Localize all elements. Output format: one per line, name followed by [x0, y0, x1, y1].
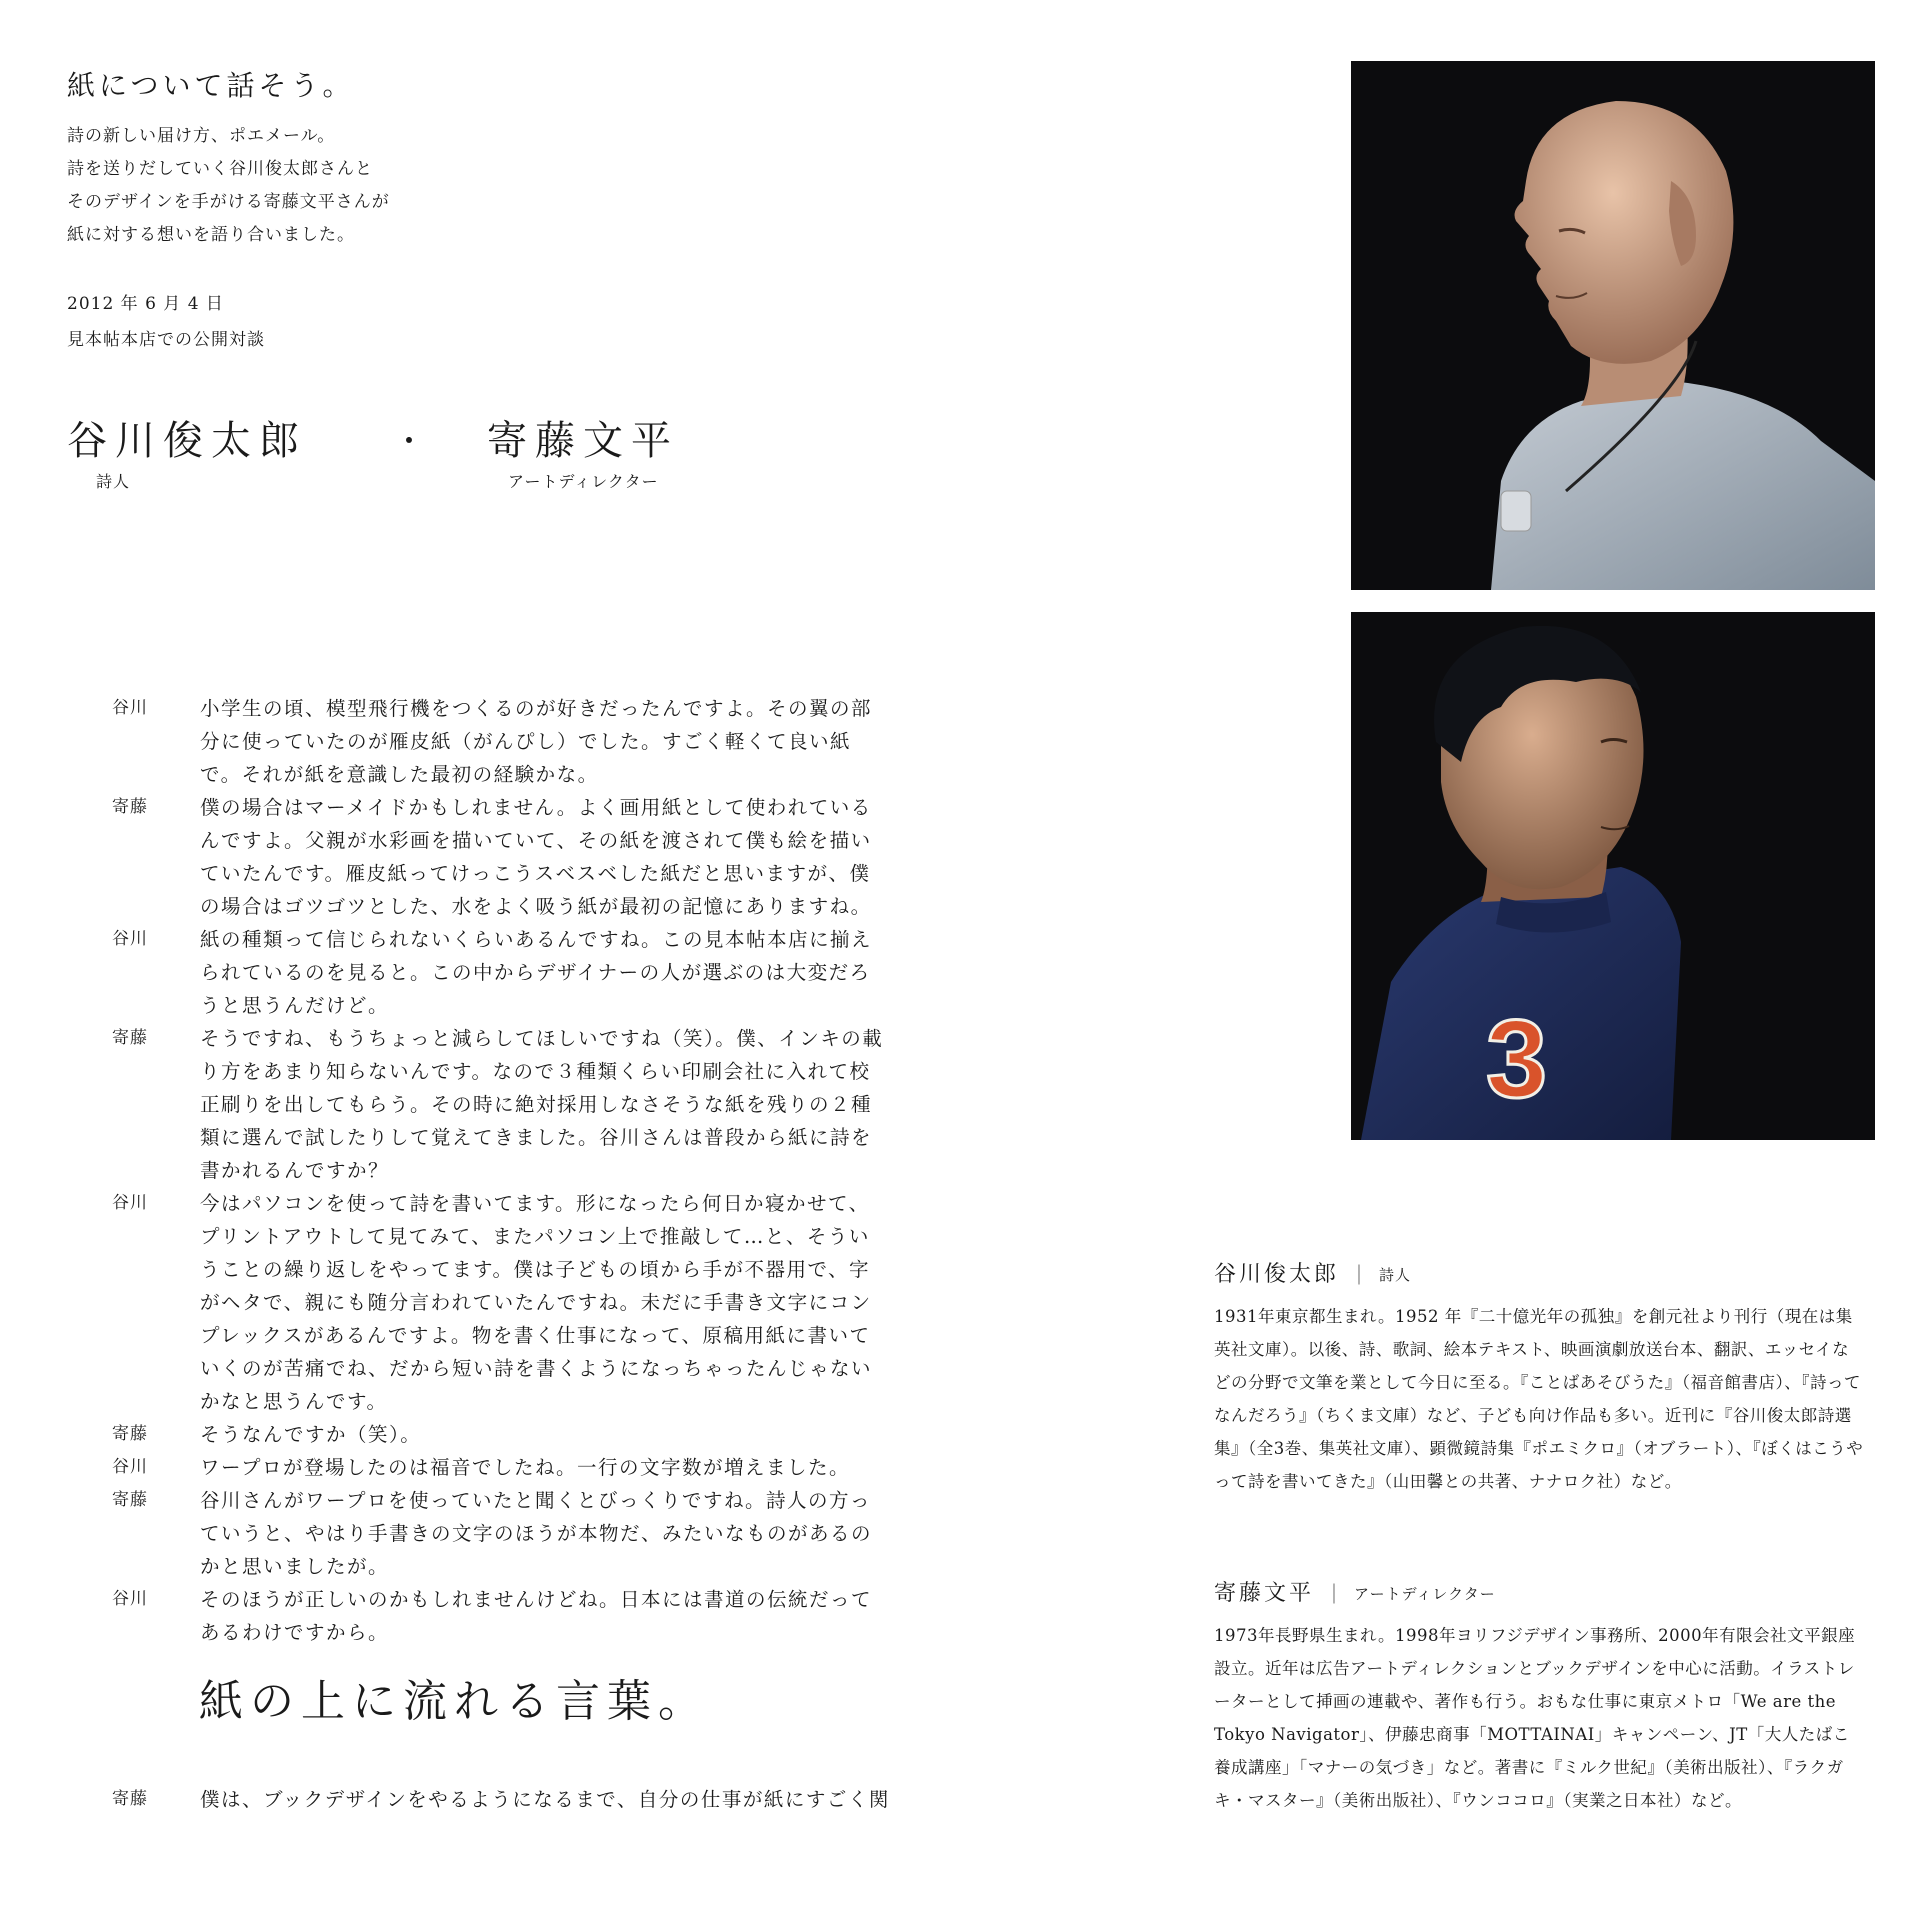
dialogue-line [112, 1418, 892, 1451]
dialogue-line [112, 692, 892, 791]
speaker-role-yorifuji: アートディレクター [508, 472, 659, 491]
dialogue-text: そのほうが正しいのかもしれませんけどね。日本には書道の伝統だってあるわけですから。 [200, 1588, 873, 1644]
dialogue-continued [112, 1783, 892, 1816]
dialogue-line [112, 1583, 892, 1649]
shirt-number: 3 [1486, 998, 1548, 1121]
speaker-name-tanikawa: 谷川俊太郎 [67, 418, 307, 464]
bio-name: 谷川俊太郎 [1214, 1262, 1340, 1287]
dialogue-speaker: 谷川 [112, 1589, 148, 1609]
bio-header [1214, 1260, 1864, 1290]
dialogue-line [112, 1783, 892, 1816]
dialogue-speaker: 寄藤 [112, 1028, 148, 1048]
intro-line: 詩を送りだしていく谷川俊太郎さんと [67, 159, 373, 179]
dialogue-text: 小学生の頃、模型飛行機をつくるのが好きだったんですよ。その翼の部分に使っていたのが雁皮紙（がんぴし）でした。すごく軽くて良い紙で。それが紙を意識した最初の経験かな。 [200, 697, 873, 786]
intro-text [67, 120, 587, 252]
intro-line: 紙に対する想いを語り合いました。 [67, 225, 355, 245]
yorifuji-portrait-photo [1351, 612, 1875, 1140]
speaker-role-tanikawa: 詩人 [96, 472, 131, 491]
speaker-name-yorifuji: 寄藤文平 [487, 418, 679, 464]
portrait-illustration [1351, 61, 1875, 590]
event-date: 2012 年 6 月 4 日 [67, 294, 224, 314]
bio-text: 1931年東京都生まれ。1952 年『二十億光年の孤独』を創元社より刊行（現在は集英社文庫）。以後、詩、歌詞、絵本テキスト、映画演劇放送台本、翻訳、エッセイなどの分野で文筆を業として今日に至る。『ことばあそびうた』（福音館書店）、『詩ってなんだろう』（ちくま文庫）など、子ども向け作品も多い。近刊に『谷川俊太郎詩選集』（全3巻、集英社文庫）、顕微鏡詩集『ポエミクロ』（オブラート）、『ぼくはこうやって詩を書いてきた』（山田馨との共著、ナナロク社）など。 [1214, 1307, 1864, 1491]
dialogue-line [112, 1451, 892, 1484]
dialogue-speaker: 谷川 [112, 1457, 148, 1477]
dialogue-line [112, 923, 892, 1022]
dialogue-text: 今はパソコンを使って詩を書いてます。形になったら何日か寝かせて、プリントアウトして見てみて、またパソコン上で推敲して…と、そういうことの繰り返しをやってます。僕は子どもの頃から手が不器用で、字がヘタで、親にも随分言われていたんですね。未だに手書き文字にコンプレックスがあるんですよ。物を書く仕事になって、原稿用紙に書いていくのが苦痛でね、だから短い詩を書くようになっちゃったんじゃないかなと思うんです。 [200, 1192, 873, 1413]
bio-role: アートディレクター [1354, 1585, 1496, 1603]
dialogue-text: ワープロが登場したのは福音でしたね。一行の文字数が増えました。 [200, 1456, 851, 1479]
dialogue-line [112, 1484, 892, 1583]
dialogue-speaker: 谷川 [112, 698, 148, 718]
dialogue-speaker: 寄藤 [112, 1490, 148, 1510]
bio-tanikawa [1214, 1260, 1864, 1498]
dialogue-text: 僕は、ブックデザインをやるようになるまで、自分の仕事が紙にすごく関 [200, 1788, 890, 1811]
dialogue-speaker: 寄藤 [112, 797, 148, 817]
dialogue [112, 692, 892, 1649]
dialogue-text: そうですね、もうちょっと減らしてほしいですね（笑）。僕、インキの載り方をあまり知らないんです。なので３種類くらい印刷会社に入れて校正刷りを出してもらう。その時に絶対採用しなさそうな紙を残りの２種類に選んで試したりして覚えてきました。谷川さんは普段から紙に詩を書かれるんですか？ [200, 1027, 884, 1182]
portrait-illustration [1351, 612, 1875, 1140]
event-venue: 見本帖本店での公開対談 [67, 330, 265, 350]
dialogue-line [112, 1187, 892, 1418]
bio-header [1214, 1579, 1864, 1609]
dialogue-text: 谷川さんがワープロを使っていたと聞くとびっくりですね。詩人の方っていうと、やはり手書きの文字のほうが本物だ、みたいなものがあるのかと思いましたが。 [200, 1489, 873, 1578]
bio-name: 寄藤文平 [1214, 1581, 1315, 1606]
bio-text: 1973年長野県生まれ。1998年ヨリフジデザイン事務所、2000年有限会社文平銀座設立。近年は広告アートディレクションとブックデザインを中心に活動。イラストレーターとして挿画の連載や、著作も行う。おもな仕事に東京メトロ「We are the Tokyo Navigator」、伊藤忠商事「MOTTAINAI」キャンペーン、JT「大人たばこ養成講座」「マナーの気づき」など。著書に『ミルク世紀』（美術出版社）、『ラクガキ・マスター』（美術出版社）、『ウンココロ』（実業之日本社）など。 [1214, 1626, 1856, 1810]
bio-separator: ｜ [1324, 1582, 1345, 1606]
page-title: 紙について話そう。 [67, 69, 355, 102]
bio-yorifuji [1214, 1579, 1864, 1817]
event-info [67, 286, 265, 358]
dialogue-speaker: 谷川 [112, 929, 148, 949]
section-heading: 紙の上に流れる言葉。 [199, 1676, 709, 1727]
dialogue-text: そうなんですか（笑）。 [200, 1423, 422, 1446]
intro-line: そのデザインを手がける寄藤文平さんが [67, 192, 390, 212]
dialogue-speaker: 谷川 [112, 1193, 148, 1213]
tanikawa-portrait-photo [1351, 61, 1875, 590]
bio-role: 詩人 [1379, 1266, 1412, 1284]
dialogue-speaker: 寄藤 [112, 1789, 148, 1809]
dialogue-line [112, 1022, 892, 1187]
bio-separator: ｜ [1349, 1263, 1370, 1287]
speaker-separator: ・ [393, 422, 426, 460]
dialogue-text: 紙の種類って信じられないくらいあるんですね。この見本帖本店に揃えられているのを見ると。この中からデザイナーの人が選ぶのは大変だろうと思うんだけど。 [200, 928, 873, 1017]
intro-line: 詩の新しい届け方、ポエメール。 [67, 126, 336, 146]
dialogue-speaker: 寄藤 [112, 1424, 148, 1444]
dialogue-line [112, 791, 892, 923]
dialogue-text: 僕の場合はマーメイドかもしれません。よく画用紙として使われているんですよ。父親が水彩画を描いていて、その紙を渡されて僕も絵を描いていたんです。雁皮紙ってけっこうスベスベした紙だと思いますが、僕の場合はゴツゴツとした、水をよく吸う紙が最初の記憶にありますね。 [200, 796, 872, 918]
